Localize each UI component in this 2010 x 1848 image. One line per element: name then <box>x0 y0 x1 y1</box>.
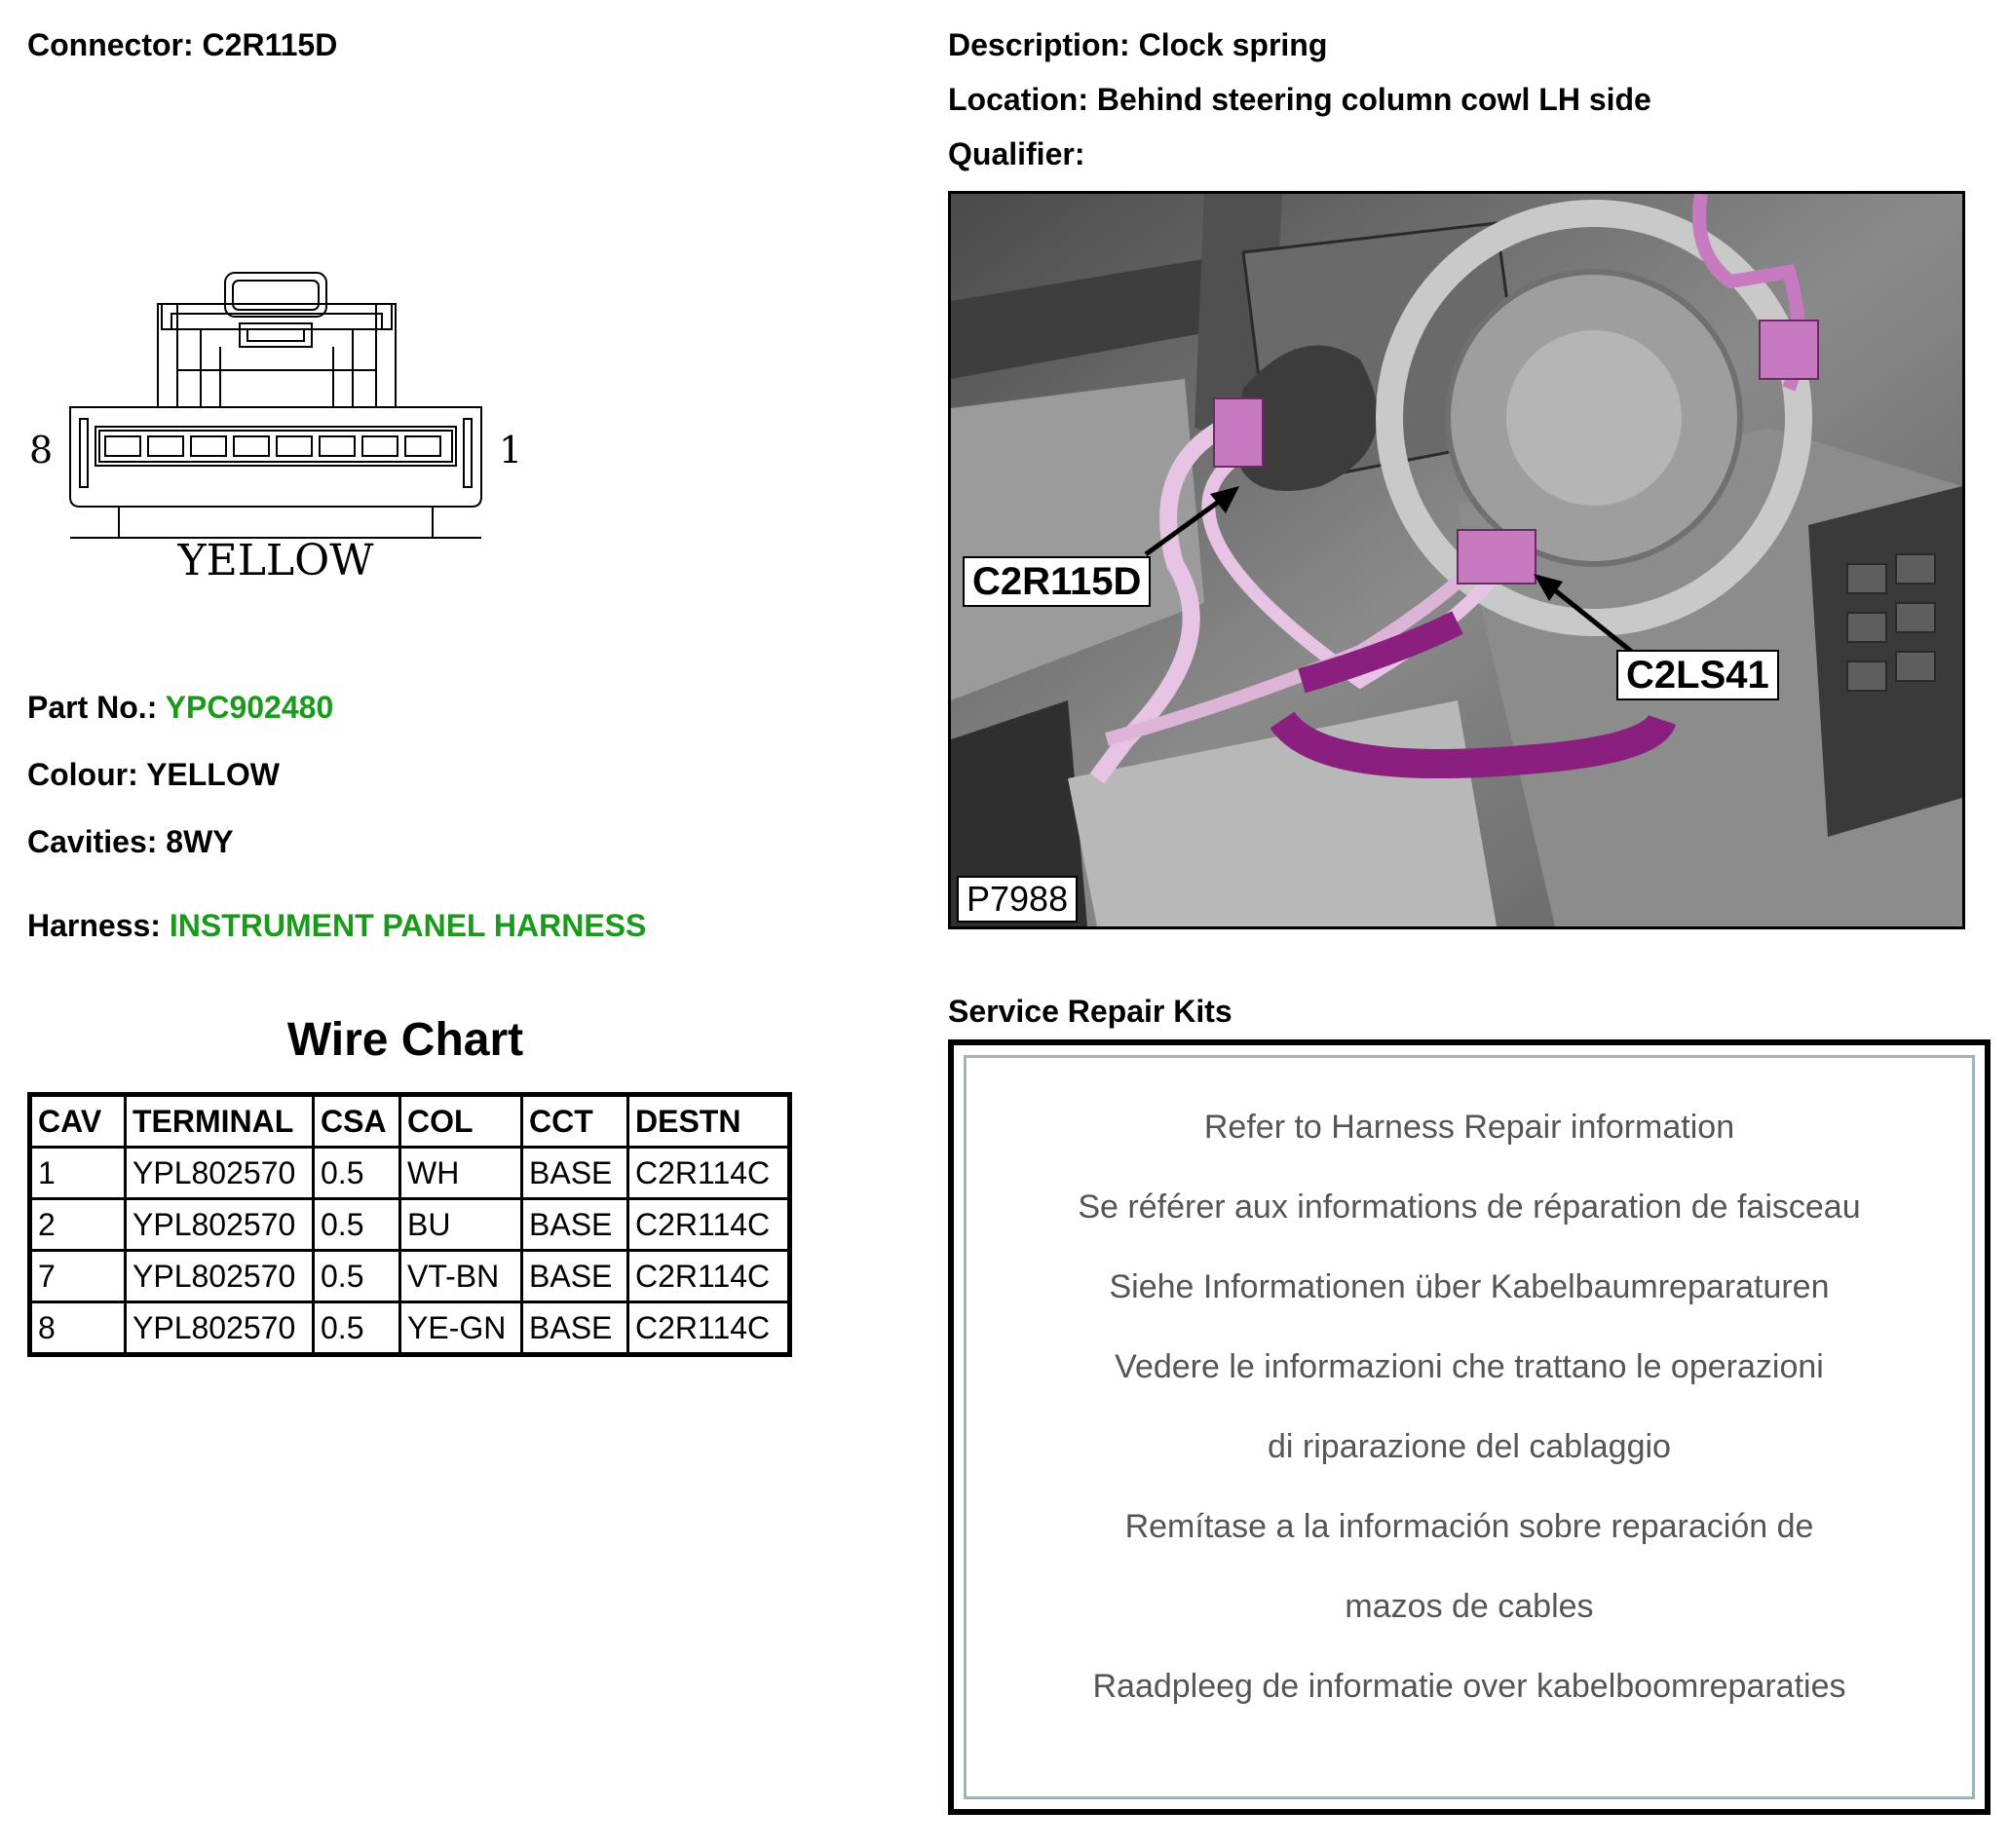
service-repair-kits-box <box>948 1039 1991 1815</box>
service-repair-kits-inner-frame <box>964 1055 1975 1799</box>
harness-link[interactable]: INSTRUMENT PANEL HARNESS <box>169 908 647 943</box>
cell-cav: 8 <box>30 1302 126 1355</box>
cell-cct: BASE <box>522 1302 628 1355</box>
harness-label: Harness: <box>27 908 161 943</box>
header-destn: DESTN <box>628 1095 790 1148</box>
wire-chart-header-row <box>30 1095 790 1148</box>
cavities-line <box>27 824 234 860</box>
repair-line-en: Refer to Harness Repair information <box>1203 1109 1735 1146</box>
table-row <box>30 1251 790 1302</box>
part-no-link[interactable]: YPC902480 <box>165 690 334 725</box>
cell-cct: BASE <box>522 1251 628 1302</box>
location-line <box>948 82 1651 118</box>
cell-destn: C2R114C <box>628 1148 790 1199</box>
description-value: Clock spring <box>1138 27 1328 62</box>
cell-cct: BASE <box>522 1148 628 1199</box>
cavities-label: Cavities: <box>27 824 158 859</box>
qualifier-label: Qualifier: <box>948 136 1085 171</box>
cell-col: BU <box>400 1199 522 1251</box>
cell-csa: 0.5 <box>314 1148 400 1199</box>
table-row <box>30 1199 790 1251</box>
qualifier-line <box>948 136 1084 172</box>
cell-cav: 1 <box>30 1148 126 1199</box>
location-label: Location: <box>948 82 1088 117</box>
repair-line-it-1: Vedere le informazioni che trattano le operazioni <box>1115 1348 1824 1385</box>
cell-terminal: YPL802570 <box>126 1302 314 1355</box>
cell-csa: 0.5 <box>314 1302 400 1355</box>
wire-chart-title: Wire Chart <box>286 1014 524 1066</box>
cell-terminal: YPL802570 <box>126 1148 314 1199</box>
repair-line-fr: Se référer aux informations de réparation de faisceau <box>1078 1188 1861 1226</box>
repair-line-it-2: di riparazione del cablaggio <box>1268 1428 1671 1465</box>
cell-csa: 0.5 <box>314 1199 400 1251</box>
wire-chart-table <box>27 1092 792 1357</box>
table-row <box>30 1302 790 1355</box>
cell-cav: 2 <box>30 1199 126 1251</box>
photo-id-label: P7988 <box>957 876 1078 923</box>
table-row <box>30 1148 790 1199</box>
colour-label: Colour: <box>27 757 138 792</box>
repair-line-es-2: mazos de cables <box>1345 1588 1594 1625</box>
callout-c2ls41: C2LS41 <box>1616 650 1779 700</box>
repair-line-nl: Raadpleeg de informatie over kabelboomreparaties <box>1092 1668 1846 1705</box>
connector-face-drawing <box>25 263 532 594</box>
cell-cav: 7 <box>30 1251 126 1302</box>
colour-line <box>27 757 280 793</box>
cavities-value: 8WY <box>166 824 234 859</box>
cell-terminal: YPL802570 <box>126 1199 314 1251</box>
header-col: COL <box>400 1095 522 1148</box>
location-value: Behind steering column cowl LH side <box>1096 82 1651 117</box>
header-cav: CAV <box>30 1095 126 1148</box>
part-no-line <box>27 690 333 726</box>
connector-value: C2R115D <box>202 27 338 62</box>
cell-terminal: YPL802570 <box>126 1251 314 1302</box>
cell-col: VT-BN <box>400 1251 522 1302</box>
description-label: Description: <box>948 27 1130 62</box>
header-csa: CSA <box>314 1095 400 1148</box>
part-no-label: Part No.: <box>27 690 158 725</box>
cell-csa: 0.5 <box>314 1251 400 1302</box>
cell-destn: C2R114C <box>628 1302 790 1355</box>
header-cct: CCT <box>522 1095 628 1148</box>
connector-label: Connector: <box>27 27 194 62</box>
cell-col: YE-GN <box>400 1302 522 1355</box>
harness-line <box>27 908 646 944</box>
service-repair-kits-title: Service Repair Kits <box>948 994 1233 1029</box>
pin-8-label: 8 <box>29 429 54 471</box>
pin-1-label: 1 <box>499 429 523 471</box>
connector-colour-caption: YELLOW <box>177 536 374 585</box>
connector-heading <box>27 27 337 63</box>
cell-destn: C2R114C <box>628 1199 790 1251</box>
connector-location-photo <box>948 191 1965 929</box>
cell-cct: BASE <box>522 1199 628 1251</box>
repair-line-de: Siehe Informationen über Kabelbaumreparaturen <box>1109 1268 1830 1305</box>
colour-value: YELLOW <box>146 757 280 792</box>
repair-line-es-1: Remítase a la información sobre reparación de <box>1124 1508 1814 1545</box>
cell-destn: C2R114C <box>628 1251 790 1302</box>
description-line <box>948 27 1327 63</box>
cell-col: WH <box>400 1148 522 1199</box>
callout-c2r115d: C2R115D <box>963 556 1151 607</box>
header-terminal: TERMINAL <box>126 1095 314 1148</box>
